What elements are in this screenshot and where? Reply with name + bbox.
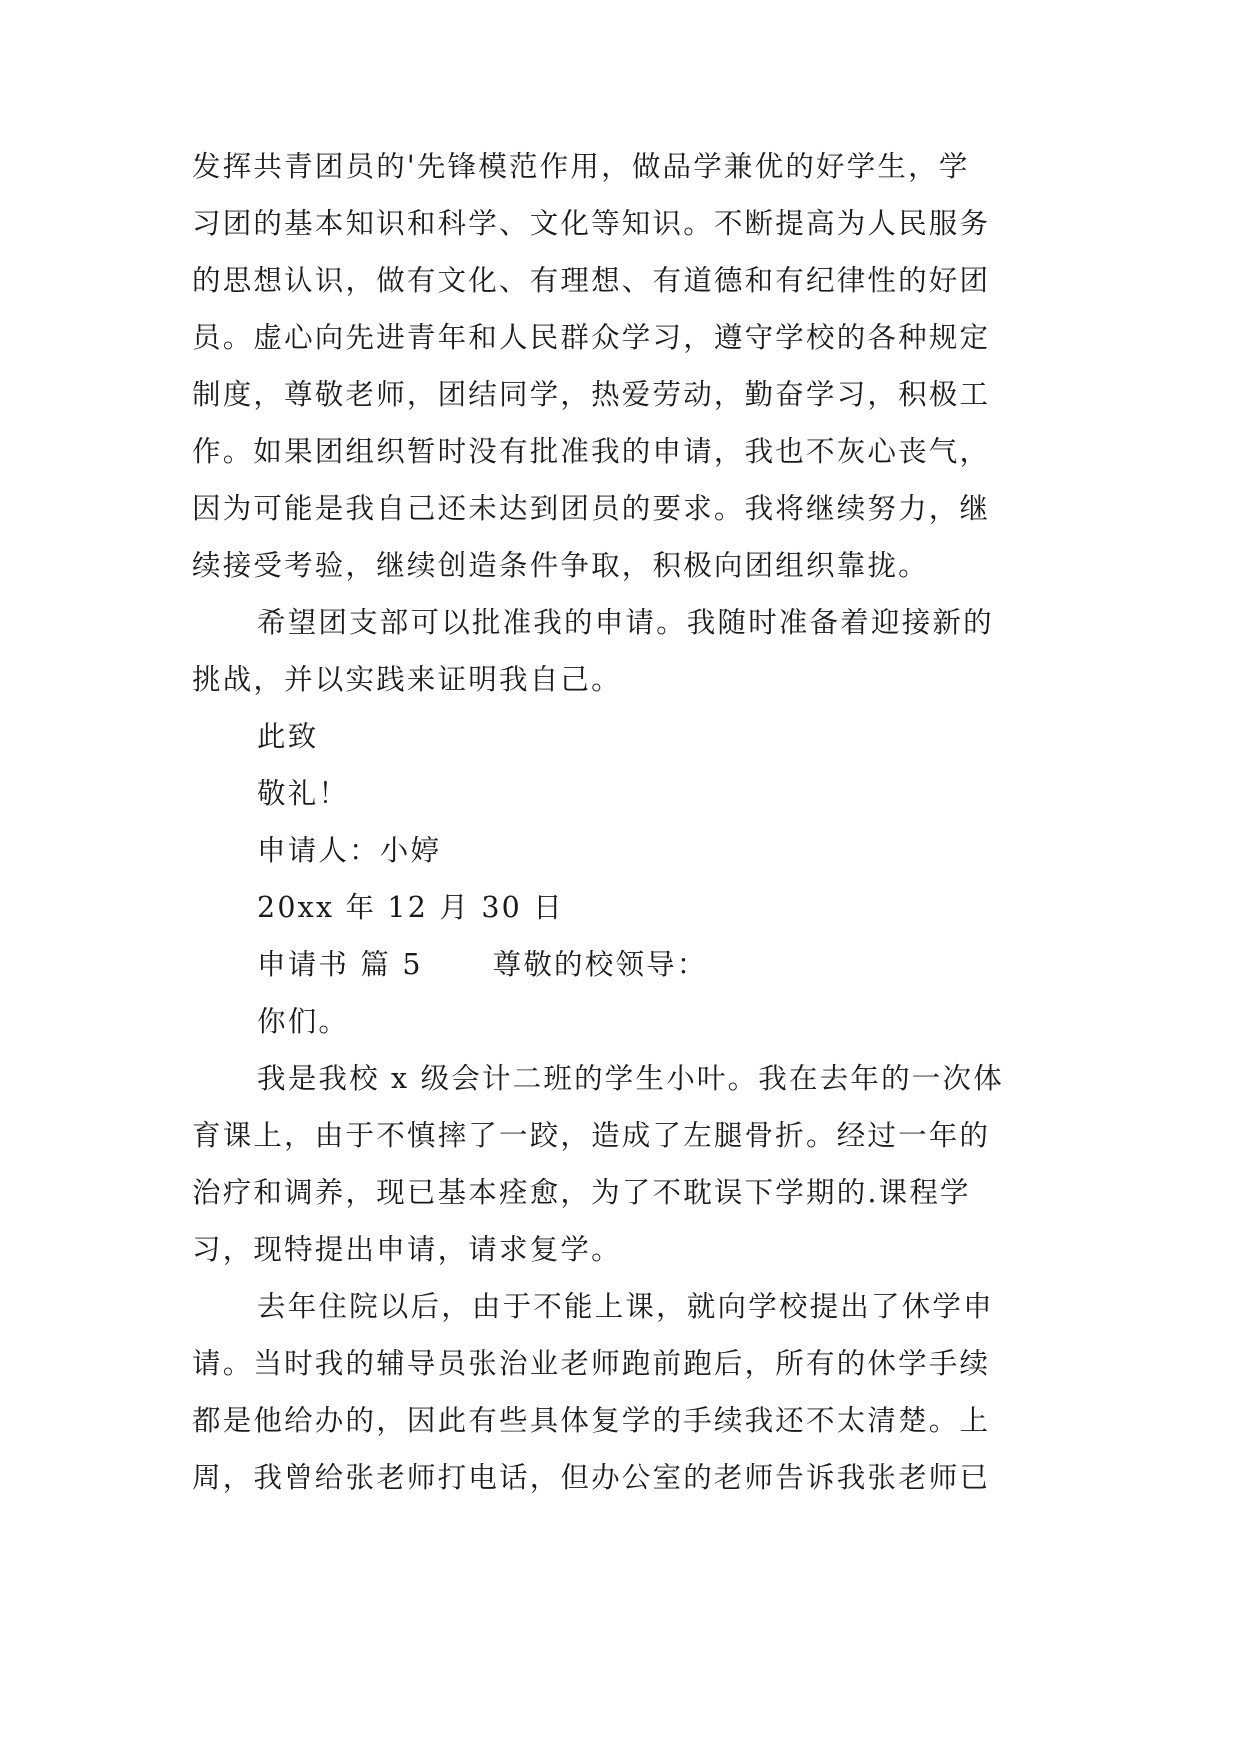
text-line: 制度，尊敬老师，团结同学，热爱劳动，勤奋学习，积极工 — [192, 378, 991, 411]
salutation: 敬礼！ — [257, 777, 350, 810]
text-line: 员。虚心向先进青年和人民群众学习，遵守学校的各种规定 — [192, 321, 991, 354]
closing-phrase: 此致 — [257, 720, 319, 753]
text-line: 治疗和调养，现已基本痊愈，为了不耽误下学期的.课程学 — [192, 1176, 971, 1209]
text-line: 希望团支部可以批准我的申请。我随时准备着迎接新的 — [257, 606, 994, 639]
text-line: 挑战，并以实践来证明我自己。 — [192, 663, 622, 696]
text-line: 你们。 — [257, 1005, 350, 1038]
text-line: 周，我曾给张老师打电话，但办公室的老师告诉我张老师已 — [192, 1461, 991, 1494]
text-line: 续接受考验，继续创造条件争取，积极向团组织靠拢。 — [192, 549, 929, 582]
text-line: 育课上，由于不慎摔了一跤，造成了左腿骨折。经过一年的 — [192, 1119, 991, 1152]
text-line: 都是他给办的，因此有些具体复学的手续我还不太清楚。上 — [192, 1404, 991, 1437]
text-line: 习团的基本知识和科学、文化等知识。不断提高为人民服务 — [192, 207, 991, 240]
applicant-signature: 申请人：小婷 — [257, 834, 442, 867]
section-heading-line — [257, 936, 1117, 994]
text-line: 我是我校 x 级会计二班的学生小叶。我在去年的一次体 — [257, 1062, 1004, 1095]
text-line: 发挥共青团员的'先锋模范作用，做品学兼优的好学生，学 — [192, 150, 970, 183]
section-heading: 申请书 篇 5 — [257, 948, 423, 981]
text-line: 习，现特提出申请，请求复学。 — [192, 1233, 622, 1266]
text-line: 的思想认识，做有文化、有理想、有道德和有纪律性的好团 — [192, 264, 991, 297]
text-line: 作。如果团组织暂时没有批准我的申请，我也不灰心丧气， — [192, 435, 991, 468]
text-line: 因为可能是我自己还未达到团员的要求。我将继续努力，继 — [192, 492, 991, 525]
text-line: 请。当时我的辅导员张治业老师跑前跑后，所有的休学手续 — [192, 1347, 991, 1380]
text-line: 去年住院以后，由于不能上课，就向学校提出了休学申 — [257, 1290, 994, 1323]
date-line: 20xx 年 12 月 30 日 — [257, 891, 564, 924]
greeting: 尊敬的校领导： — [492, 948, 708, 981]
